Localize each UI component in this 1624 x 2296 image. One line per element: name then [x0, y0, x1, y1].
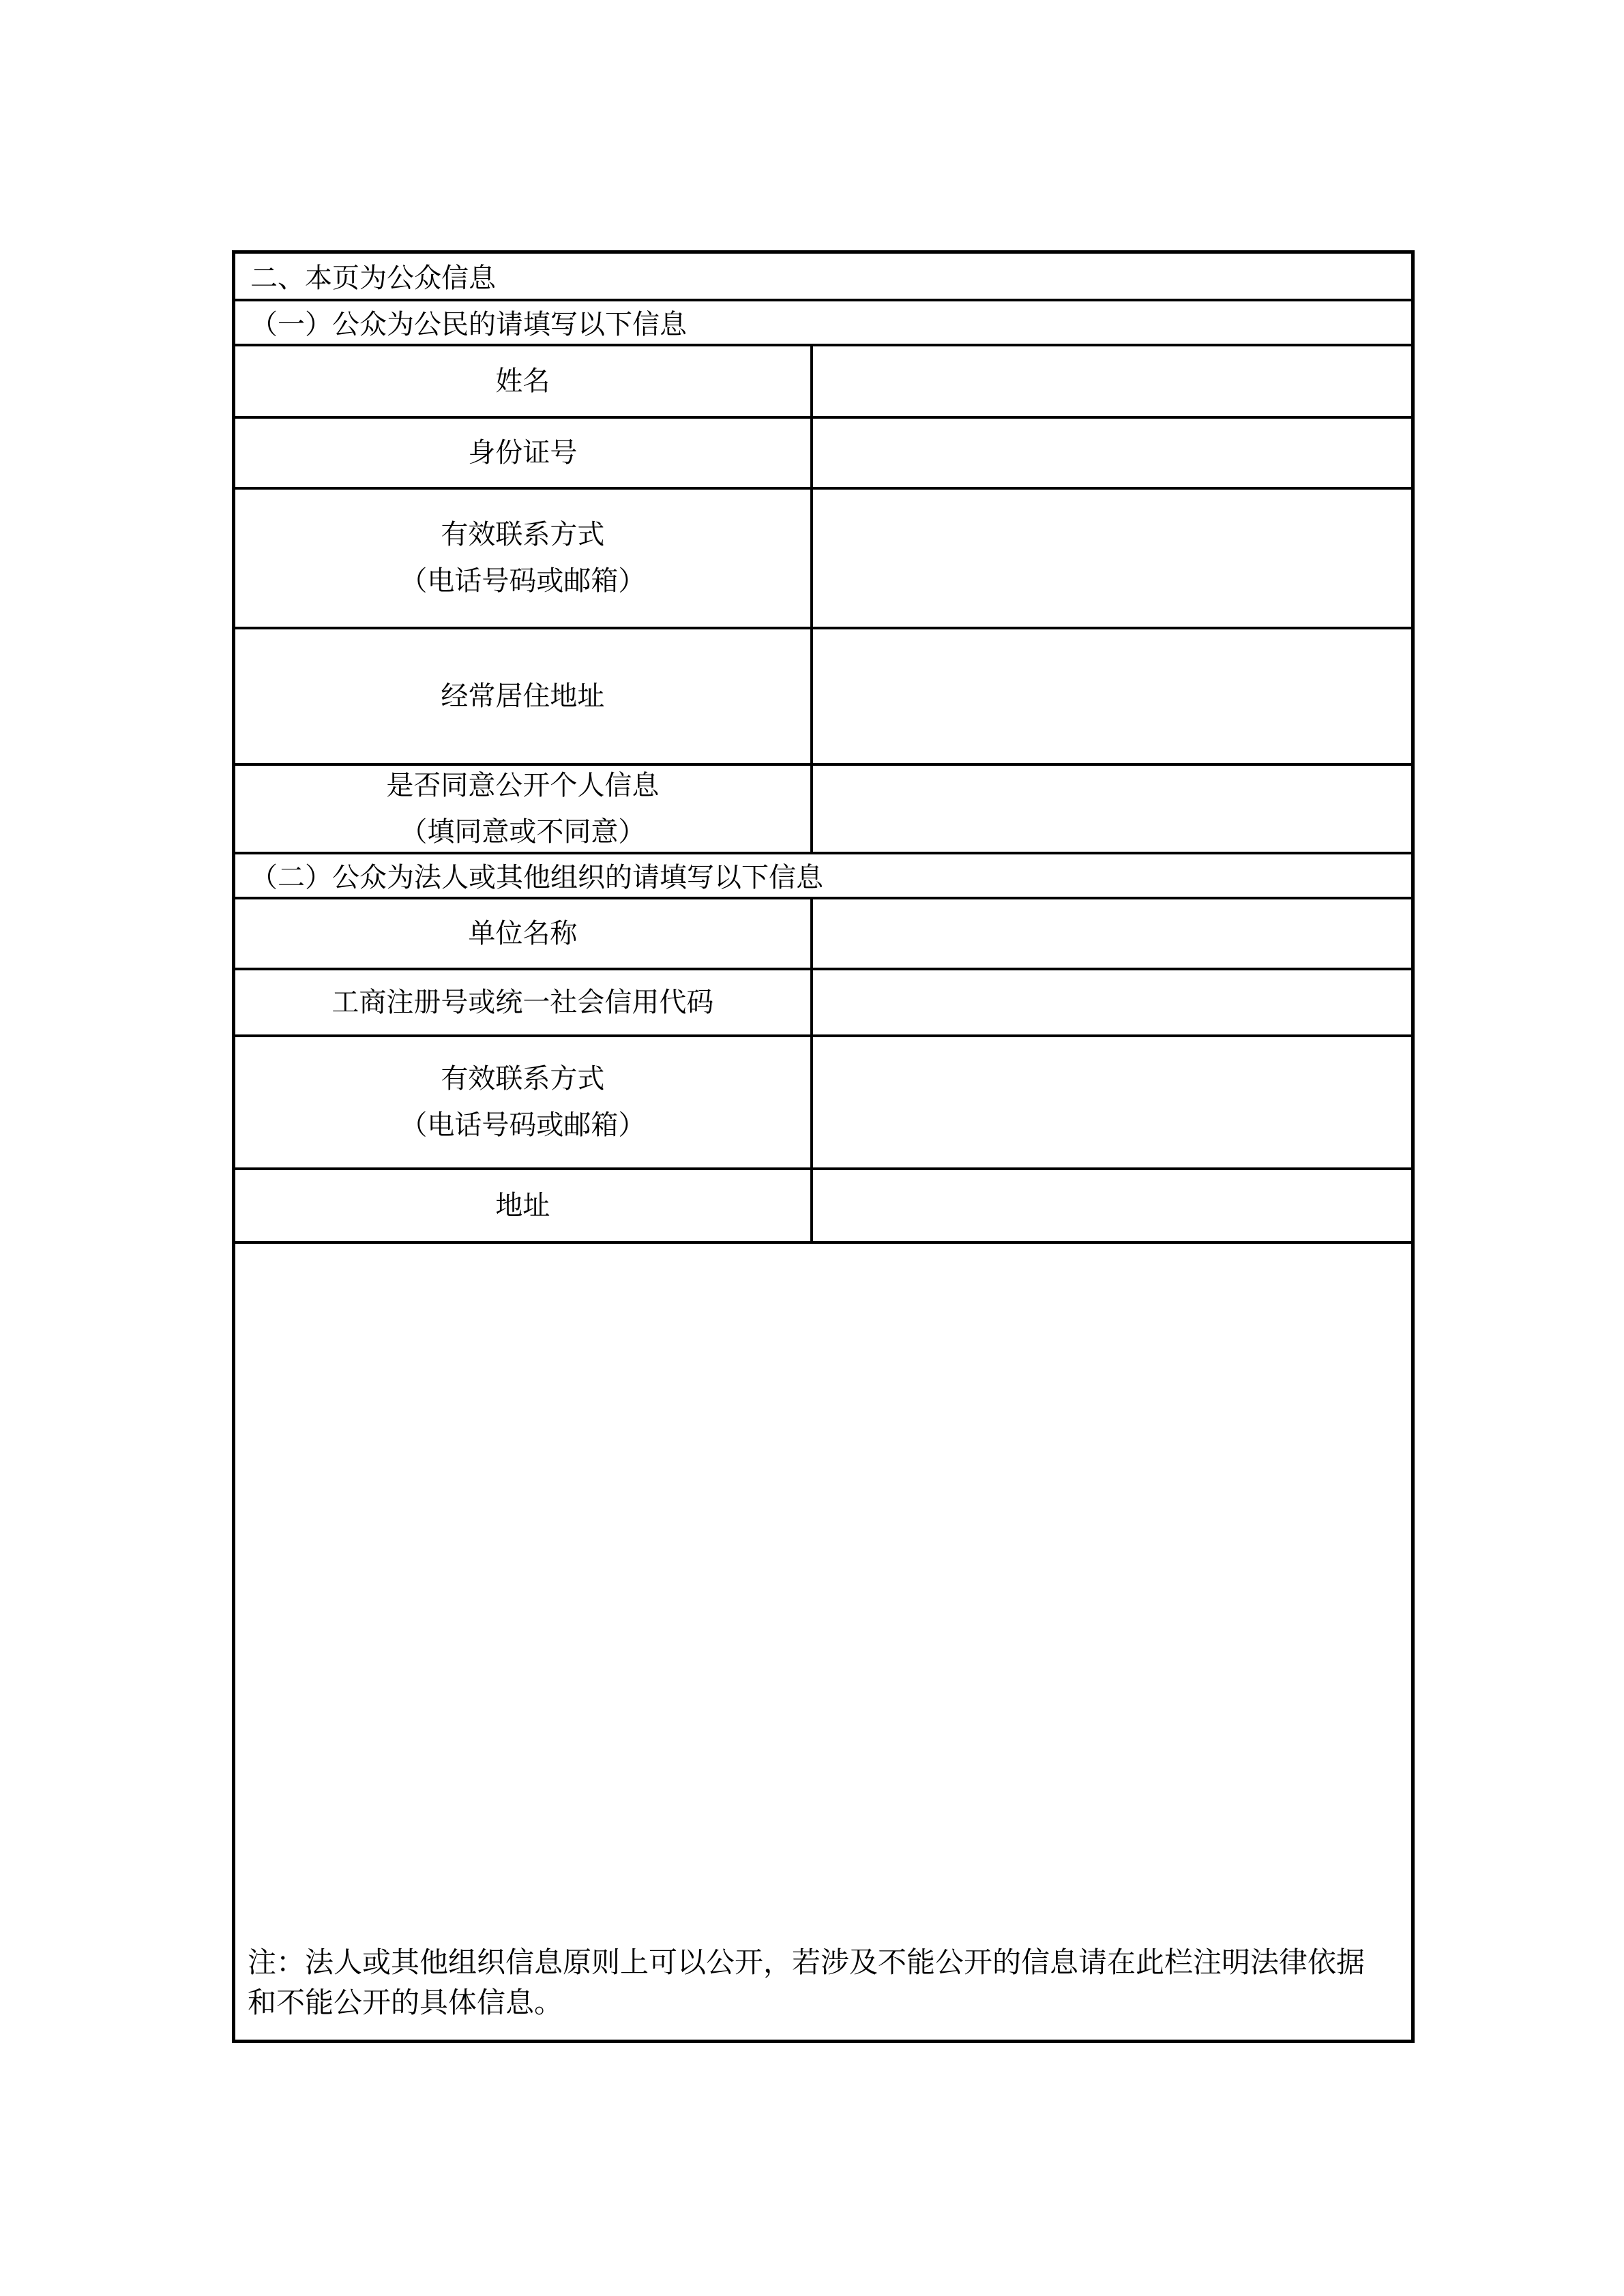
- id-number-label: 身份证号: [468, 436, 578, 468]
- id-number-value-cell[interactable]: [812, 417, 1413, 488]
- org-contact-sublabel: （电话号码或邮箱）: [400, 1109, 646, 1140]
- note-text: 注：法人或其他组织信息原则上可以公开，若涉及不能公开的信息请在此栏注明法律依据和不能公开的具体信息。: [248, 1947, 1365, 2020]
- table-row: [234, 488, 1413, 628]
- note-row: [234, 1242, 1413, 2042]
- org-name-label: 单位名称: [468, 917, 578, 949]
- consent-sublabel: （填同意或不同意）: [400, 816, 646, 847]
- id-number-label-cell: [234, 417, 812, 488]
- registration-number-label: 工商注册号或统一社会信用代码: [331, 986, 714, 1017]
- table-row: [234, 1036, 1413, 1169]
- public-info-form-table: [232, 250, 1415, 2043]
- part-1-header-row: [234, 300, 1413, 345]
- org-contact-label: 有效联系方式: [441, 1063, 605, 1094]
- name-label-cell: [234, 345, 812, 417]
- consent-value-cell[interactable]: [812, 764, 1413, 853]
- contact-label: 有效联系方式: [441, 519, 605, 550]
- org-name-value-cell[interactable]: [812, 898, 1413, 969]
- org-address-value-cell[interactable]: [812, 1169, 1413, 1242]
- org-contact-value-cell[interactable]: [812, 1036, 1413, 1169]
- org-address-label-cell: [234, 1169, 812, 1242]
- section-2-header-row: [234, 252, 1413, 300]
- part-1-header: （一）公众为公民的请填写以下信息: [234, 300, 1413, 345]
- part-2-header-row: [234, 853, 1413, 898]
- table-row: [234, 1169, 1413, 1242]
- name-value-cell[interactable]: [812, 345, 1413, 417]
- registration-number-value-cell[interactable]: [812, 969, 1413, 1036]
- table-row: [234, 764, 1413, 853]
- table-row: [234, 969, 1413, 1036]
- contact-label-cell: [234, 488, 812, 628]
- residence-address-value-cell[interactable]: [812, 628, 1413, 764]
- section-2-header: 二、本页为公众信息: [234, 252, 1413, 300]
- org-address-label: 地址: [495, 1189, 550, 1221]
- name-label: 姓名: [495, 365, 550, 396]
- consent-label-cell: [234, 764, 812, 853]
- note-cell[interactable]: [234, 1242, 1413, 2042]
- contact-value-cell[interactable]: [812, 488, 1413, 628]
- org-contact-label-cell: [234, 1036, 812, 1169]
- table-row: [234, 345, 1413, 417]
- org-name-label-cell: [234, 898, 812, 969]
- table-row: [234, 898, 1413, 969]
- residence-address-label-cell: [234, 628, 812, 764]
- part-2-header: （二）公众为法人或其他组织的请填写以下信息: [234, 853, 1413, 898]
- registration-number-label-cell: [234, 969, 812, 1036]
- residence-address-label: 经常居住地址: [441, 680, 605, 711]
- consent-label: 是否同意公开个人信息: [386, 769, 660, 801]
- contact-sublabel: （电话号码或邮箱）: [400, 565, 646, 596]
- table-row: [234, 417, 1413, 488]
- table-row: [234, 628, 1413, 764]
